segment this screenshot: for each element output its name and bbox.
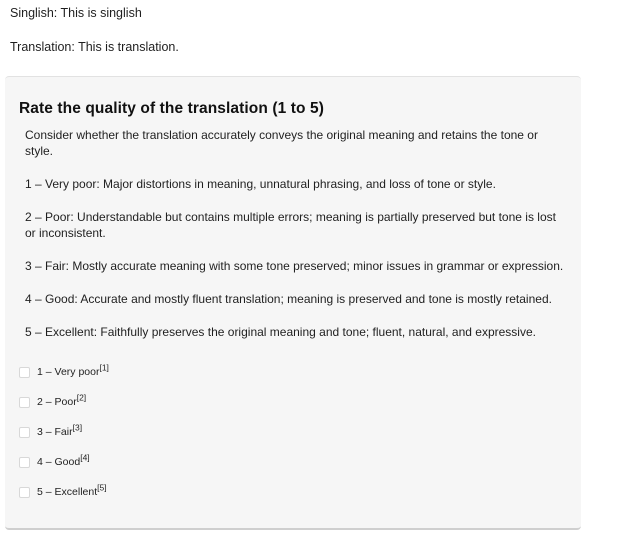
hotkey-hint: [3] [72, 422, 83, 433]
rating-title: Rate the quality of the translation (1 to 5) [19, 100, 324, 117]
hotkey-hint: [4] [80, 452, 90, 463]
hotkey-hint: [5] [97, 482, 107, 493]
rubric-very-poor: 1 – Very poor: Major distortions in meaning, unnatural phrasing, and loss of tone or style. [25, 177, 496, 191]
rating-instructions [25, 127, 565, 357]
checkbox-1[interactable] [19, 367, 30, 378]
rubric-excellent: 5 – Excellent: Faithfully preserves the original meaning and tone; fluent, natural, and expressive. [25, 325, 536, 339]
rating-option-3[interactable] [19, 417, 109, 447]
hotkey-hint: [1] [99, 362, 109, 373]
checkbox-2[interactable] [19, 397, 30, 408]
option-text: 3 – Fair [37, 426, 73, 438]
rating-option-label [37, 482, 107, 499]
rating-options [19, 357, 109, 507]
option-text: 2 – Poor [37, 396, 77, 408]
rubric-poor: 2 – Poor: Understandable but contains multiple errors; meaning is partially preserved but tone is lost or inconsistent. [25, 210, 556, 240]
rating-option-4[interactable] [19, 447, 109, 477]
rating-option-1[interactable] [19, 357, 109, 387]
checkbox-3[interactable] [19, 427, 30, 438]
rubric-fair: 3 – Fair: Mostly accurate meaning with some tone preserved; minor issues in grammar or expression. [25, 259, 564, 273]
rating-option-label [37, 392, 87, 409]
rating-panel [5, 76, 581, 530]
source-text: Singlish: This is singlish [10, 6, 142, 20]
rating-option-label [37, 362, 109, 379]
translation-text: Translation: This is translation. [10, 40, 179, 54]
hotkey-hint: [2] [76, 392, 87, 403]
rating-option-5[interactable] [19, 477, 109, 507]
rating-option-label [37, 452, 90, 469]
rating-option-label [37, 422, 83, 439]
checkbox-5[interactable] [19, 487, 30, 498]
checkbox-4[interactable] [19, 457, 30, 468]
option-text: 5 – Excellent [37, 486, 98, 498]
rubric-good: 4 – Good: Accurate and mostly fluent translation; meaning is preserved and tone is mostly retained. [25, 292, 552, 306]
rating-option-2[interactable] [19, 387, 109, 417]
rating-intro: Consider whether the translation accurately conveys the original meaning and retains the tone or style. [25, 128, 538, 158]
option-text: 4 – Good [37, 456, 81, 468]
option-text: 1 – Very poor [37, 366, 100, 378]
